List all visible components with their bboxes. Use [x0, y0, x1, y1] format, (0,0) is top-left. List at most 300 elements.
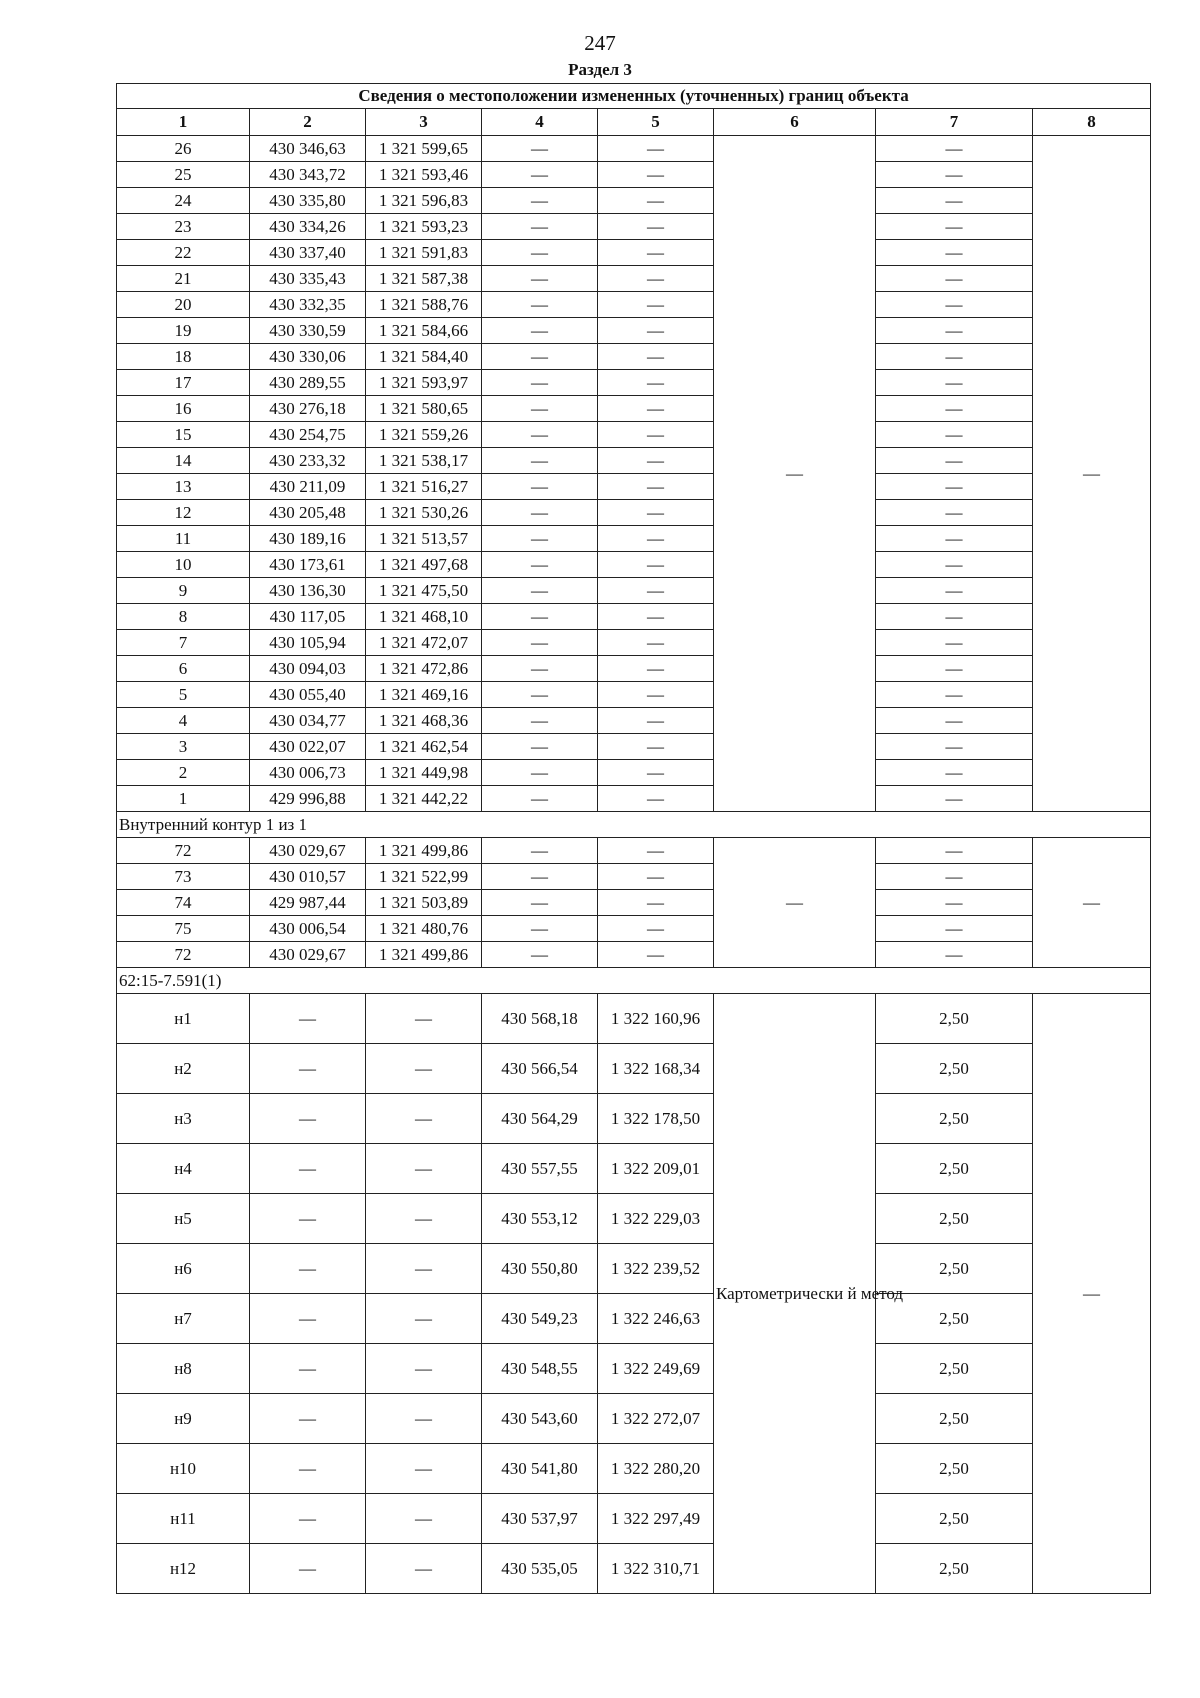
- new-x-cell: 430 550,80: [482, 1244, 598, 1294]
- point-number: н3: [117, 1094, 250, 1144]
- new-x-cell: 430 553,12: [482, 1194, 598, 1244]
- column-number: 8: [1033, 109, 1151, 136]
- old-x-cell: 430 335,43: [250, 266, 366, 292]
- column-number: 5: [598, 109, 714, 136]
- accuracy-cell: —: [876, 916, 1033, 942]
- old-y-cell: —: [366, 1244, 482, 1294]
- accuracy-cell: —: [876, 318, 1033, 344]
- old-y-cell: —: [366, 1194, 482, 1244]
- old-y-cell: 1 321 475,50: [366, 578, 482, 604]
- old-y-cell: —: [366, 1444, 482, 1494]
- old-x-cell: 430 346,63: [250, 136, 366, 162]
- new-x-cell: —: [482, 630, 598, 656]
- old-y-cell: 1 321 593,23: [366, 214, 482, 240]
- old-x-cell: 430 034,77: [250, 708, 366, 734]
- table-row: [117, 1294, 1151, 1344]
- section-title: Раздел 3: [568, 60, 632, 79]
- old-y-cell: —: [366, 1344, 482, 1394]
- point-number: 73: [117, 864, 250, 890]
- table-row: [117, 448, 1151, 474]
- old-y-cell: 1 321 449,98: [366, 760, 482, 786]
- point-number: 15: [117, 422, 250, 448]
- old-y-cell: 1 321 516,27: [366, 474, 482, 500]
- new-y-cell: —: [598, 890, 714, 916]
- new-x-cell: 430 543,60: [482, 1394, 598, 1444]
- point-number: 8: [117, 604, 250, 630]
- old-y-cell: 1 321 472,07: [366, 630, 482, 656]
- new-x-cell: —: [482, 188, 598, 214]
- point-number: 2: [117, 760, 250, 786]
- point-number: н5: [117, 1194, 250, 1244]
- column-number: 2: [250, 109, 366, 136]
- old-y-cell: 1 321 499,86: [366, 942, 482, 968]
- table-row: [117, 890, 1151, 916]
- new-y-cell: —: [598, 370, 714, 396]
- new-y-cell: —: [598, 396, 714, 422]
- old-x-cell: —: [250, 1444, 366, 1494]
- column-number: 4: [482, 109, 598, 136]
- table-row: [117, 1244, 1151, 1294]
- old-x-cell: —: [250, 1194, 366, 1244]
- accuracy-cell: —: [876, 760, 1033, 786]
- column-number: 7: [876, 109, 1033, 136]
- accuracy-cell: 2,50: [876, 1344, 1033, 1394]
- table-row: [117, 136, 1151, 162]
- old-y-cell: 1 321 584,40: [366, 344, 482, 370]
- point-number: 72: [117, 942, 250, 968]
- new-y-cell: —: [598, 448, 714, 474]
- old-y-cell: 1 321 559,26: [366, 422, 482, 448]
- table-row: [117, 370, 1151, 396]
- new-y-cell: —: [598, 942, 714, 968]
- table-row: [117, 786, 1151, 812]
- new-y-cell: 1 322 297,49: [598, 1494, 714, 1544]
- old-y-cell: 1 321 593,46: [366, 162, 482, 188]
- new-y-cell: —: [598, 526, 714, 552]
- old-x-cell: —: [250, 1094, 366, 1144]
- new-y-cell: —: [598, 630, 714, 656]
- old-y-cell: 1 321 469,16: [366, 682, 482, 708]
- table-row: [117, 1394, 1151, 1444]
- accuracy-cell: —: [876, 942, 1033, 968]
- new-y-cell: —: [598, 214, 714, 240]
- new-x-cell: —: [482, 422, 598, 448]
- new-x-cell: —: [482, 838, 598, 864]
- boundary-coordinates-table: [116, 83, 1151, 1594]
- new-x-cell: —: [482, 864, 598, 890]
- accuracy-cell: —: [876, 396, 1033, 422]
- table-row: [117, 240, 1151, 266]
- old-y-cell: —: [366, 1294, 482, 1344]
- new-y-cell: —: [598, 552, 714, 578]
- old-y-cell: 1 321 468,10: [366, 604, 482, 630]
- accuracy-cell: 2,50: [876, 1244, 1033, 1294]
- old-x-cell: 430 330,06: [250, 344, 366, 370]
- point-number: 74: [117, 890, 250, 916]
- old-y-cell: 1 321 587,38: [366, 266, 482, 292]
- accuracy-cell: 2,50: [876, 1144, 1033, 1194]
- table-row: [117, 1444, 1151, 1494]
- table-row: [117, 734, 1151, 760]
- old-y-cell: 1 321 480,76: [366, 916, 482, 942]
- old-x-cell: 430 233,32: [250, 448, 366, 474]
- new-x-cell: —: [482, 396, 598, 422]
- old-x-cell: 430 006,54: [250, 916, 366, 942]
- table-row: [117, 1094, 1151, 1144]
- new-x-cell: —: [482, 942, 598, 968]
- accuracy-cell: —: [876, 838, 1033, 864]
- old-x-cell: 430 105,94: [250, 630, 366, 656]
- table-row: [117, 916, 1151, 942]
- accuracy-cell: —: [876, 422, 1033, 448]
- new-y-cell: —: [598, 656, 714, 682]
- accuracy-cell: 2,50: [876, 1394, 1033, 1444]
- new-x-cell: 430 566,54: [482, 1044, 598, 1094]
- new-y-cell: 1 322 280,20: [598, 1444, 714, 1494]
- new-y-cell: —: [598, 786, 714, 812]
- old-y-cell: —: [366, 1094, 482, 1144]
- point-number: 3: [117, 734, 250, 760]
- new-y-cell: —: [598, 136, 714, 162]
- column-number: 6: [714, 109, 876, 136]
- new-x-cell: —: [482, 604, 598, 630]
- old-x-cell: 430 094,03: [250, 656, 366, 682]
- old-x-cell: 430 117,05: [250, 604, 366, 630]
- accuracy-cell: 2,50: [876, 1094, 1033, 1144]
- new-x-cell: —: [482, 916, 598, 942]
- accuracy-cell: —: [876, 266, 1033, 292]
- new-x-cell: —: [482, 760, 598, 786]
- accuracy-cell: —: [876, 136, 1033, 162]
- accuracy-cell: —: [876, 188, 1033, 214]
- accuracy-cell: 2,50: [876, 994, 1033, 1044]
- new-y-cell: —: [598, 760, 714, 786]
- old-x-cell: 430 010,57: [250, 864, 366, 890]
- table-row: [117, 474, 1151, 500]
- old-x-cell: 430 334,26: [250, 214, 366, 240]
- point-number: н7: [117, 1294, 250, 1344]
- accuracy-cell: —: [876, 864, 1033, 890]
- table-row: [117, 214, 1151, 240]
- table-caption: Сведения о местоположении измененных (уточненных) границ объекта: [117, 84, 1151, 109]
- new-x-cell: 430 548,55: [482, 1344, 598, 1394]
- new-y-cell: 1 322 239,52: [598, 1244, 714, 1294]
- point-number: 9: [117, 578, 250, 604]
- new-y-cell: —: [598, 864, 714, 890]
- new-x-cell: —: [482, 240, 598, 266]
- new-x-cell: 430 564,29: [482, 1094, 598, 1144]
- old-x-cell: —: [250, 1544, 366, 1594]
- new-y-cell: —: [598, 734, 714, 760]
- new-x-cell: —: [482, 682, 598, 708]
- column-number: 3: [366, 109, 482, 136]
- old-x-cell: 430 205,48: [250, 500, 366, 526]
- accuracy-cell: —: [876, 500, 1033, 526]
- old-x-cell: 430 332,35: [250, 292, 366, 318]
- new-y-cell: —: [598, 708, 714, 734]
- point-number: 6: [117, 656, 250, 682]
- table-row: [117, 266, 1151, 292]
- old-x-cell: 430 211,09: [250, 474, 366, 500]
- parcel-label-row: [117, 968, 1151, 994]
- old-y-cell: —: [366, 1494, 482, 1544]
- new-y-cell: —: [598, 188, 714, 214]
- old-y-cell: —: [366, 1144, 482, 1194]
- old-x-cell: 430 276,18: [250, 396, 366, 422]
- accuracy-cell: —: [876, 890, 1033, 916]
- new-x-cell: 430 535,05: [482, 1544, 598, 1594]
- table-row: [117, 500, 1151, 526]
- new-x-cell: —: [482, 786, 598, 812]
- old-x-cell: —: [250, 1044, 366, 1094]
- table-row: [117, 1194, 1151, 1244]
- new-y-cell: —: [598, 344, 714, 370]
- accuracy-cell: —: [876, 240, 1033, 266]
- table-row: [117, 292, 1151, 318]
- accuracy-cell: —: [876, 630, 1033, 656]
- new-x-cell: —: [482, 448, 598, 474]
- inner-contour-label-row: [117, 812, 1151, 838]
- old-y-cell: 1 321 472,86: [366, 656, 482, 682]
- column-number-row: [117, 109, 1151, 136]
- new-y-cell: 1 322 209,01: [598, 1144, 714, 1194]
- table-row: [117, 682, 1151, 708]
- table-row: [117, 656, 1151, 682]
- new-x-cell: —: [482, 214, 598, 240]
- new-y-cell: —: [598, 604, 714, 630]
- old-x-cell: —: [250, 994, 366, 1044]
- old-x-cell: 429 996,88: [250, 786, 366, 812]
- table-row: [117, 760, 1151, 786]
- accuracy-cell: 2,50: [876, 1294, 1033, 1344]
- accuracy-cell: —: [876, 656, 1033, 682]
- new-y-cell: —: [598, 500, 714, 526]
- point-number: н10: [117, 1444, 250, 1494]
- table-row: [117, 1044, 1151, 1094]
- table-row: [117, 578, 1151, 604]
- new-y-cell: 1 322 178,50: [598, 1094, 714, 1144]
- old-y-cell: 1 321 513,57: [366, 526, 482, 552]
- point-number: н8: [117, 1344, 250, 1394]
- accuracy-cell: —: [876, 526, 1033, 552]
- point-number: 10: [117, 552, 250, 578]
- new-y-cell: —: [598, 474, 714, 500]
- new-y-cell: —: [598, 682, 714, 708]
- accuracy-cell: 2,50: [876, 1544, 1033, 1594]
- accuracy-cell: —: [876, 344, 1033, 370]
- description-cell: —: [1033, 994, 1151, 1594]
- old-y-cell: 1 321 442,22: [366, 786, 482, 812]
- old-x-cell: 430 136,30: [250, 578, 366, 604]
- accuracy-cell: —: [876, 708, 1033, 734]
- point-number: н11: [117, 1494, 250, 1544]
- old-x-cell: —: [250, 1494, 366, 1544]
- table-row: [117, 188, 1151, 214]
- new-x-cell: —: [482, 708, 598, 734]
- new-x-cell: —: [482, 500, 598, 526]
- table-row: [117, 604, 1151, 630]
- new-x-cell: —: [482, 292, 598, 318]
- accuracy-cell: —: [876, 292, 1033, 318]
- point-number: н4: [117, 1144, 250, 1194]
- table-row: [117, 552, 1151, 578]
- accuracy-cell: —: [876, 734, 1033, 760]
- old-x-cell: —: [250, 1294, 366, 1344]
- old-y-cell: 1 321 462,54: [366, 734, 482, 760]
- point-number: 12: [117, 500, 250, 526]
- column-number: 1: [117, 109, 250, 136]
- new-x-cell: 430 568,18: [482, 994, 598, 1044]
- new-y-cell: 1 322 249,69: [598, 1344, 714, 1394]
- point-number: 11: [117, 526, 250, 552]
- description-cell: —: [1033, 838, 1151, 968]
- new-y-cell: 1 322 229,03: [598, 1194, 714, 1244]
- accuracy-cell: —: [876, 604, 1033, 630]
- old-y-cell: —: [366, 1394, 482, 1444]
- point-number: 4: [117, 708, 250, 734]
- old-x-cell: 430 254,75: [250, 422, 366, 448]
- accuracy-cell: —: [876, 786, 1033, 812]
- old-y-cell: 1 321 499,86: [366, 838, 482, 864]
- point-number: 25: [117, 162, 250, 188]
- old-y-cell: 1 321 538,17: [366, 448, 482, 474]
- point-number: н1: [117, 994, 250, 1044]
- old-y-cell: —: [366, 1544, 482, 1594]
- old-y-cell: 1 321 591,83: [366, 240, 482, 266]
- old-x-cell: 430 343,72: [250, 162, 366, 188]
- method-cell: Картометрически й метод: [714, 994, 876, 1594]
- new-x-cell: 430 537,97: [482, 1494, 598, 1544]
- point-number: н2: [117, 1044, 250, 1094]
- table-row: [117, 1494, 1151, 1544]
- table-row: [117, 994, 1151, 1044]
- point-number: 20: [117, 292, 250, 318]
- point-number: 23: [117, 214, 250, 240]
- new-x-cell: —: [482, 318, 598, 344]
- old-x-cell: —: [250, 1144, 366, 1194]
- point-number: 16: [117, 396, 250, 422]
- table-row: [117, 708, 1151, 734]
- old-x-cell: 430 173,61: [250, 552, 366, 578]
- new-y-cell: 1 322 160,96: [598, 994, 714, 1044]
- new-y-cell: 1 322 168,34: [598, 1044, 714, 1094]
- new-y-cell: —: [598, 916, 714, 942]
- point-number: 26: [117, 136, 250, 162]
- new-x-cell: —: [482, 370, 598, 396]
- old-y-cell: 1 321 522,99: [366, 864, 482, 890]
- point-number: н12: [117, 1544, 250, 1594]
- point-number: 13: [117, 474, 250, 500]
- new-y-cell: 1 322 272,07: [598, 1394, 714, 1444]
- point-number: 72: [117, 838, 250, 864]
- accuracy-cell: —: [876, 370, 1033, 396]
- parcel-label: 62:15-7.591(1): [117, 968, 1151, 994]
- old-y-cell: 1 321 599,65: [366, 136, 482, 162]
- new-x-cell: —: [482, 890, 598, 916]
- table-row: [117, 526, 1151, 552]
- table-row: [117, 1144, 1151, 1194]
- accuracy-cell: —: [876, 552, 1033, 578]
- new-x-cell: 430 541,80: [482, 1444, 598, 1494]
- point-number: 17: [117, 370, 250, 396]
- new-y-cell: —: [598, 292, 714, 318]
- table-row: [117, 422, 1151, 448]
- point-number: 24: [117, 188, 250, 214]
- new-x-cell: —: [482, 552, 598, 578]
- old-x-cell: 430 006,73: [250, 760, 366, 786]
- new-x-cell: —: [482, 136, 598, 162]
- table-row: [117, 864, 1151, 890]
- old-x-cell: —: [250, 1244, 366, 1294]
- accuracy-cell: 2,50: [876, 1444, 1033, 1494]
- old-y-cell: 1 321 580,65: [366, 396, 482, 422]
- new-x-cell: —: [482, 578, 598, 604]
- new-y-cell: —: [598, 162, 714, 188]
- table-row: [117, 1344, 1151, 1394]
- table-row: [117, 344, 1151, 370]
- new-y-cell: —: [598, 422, 714, 448]
- old-y-cell: 1 321 530,26: [366, 500, 482, 526]
- page-number: 247: [584, 31, 616, 55]
- new-y-cell: —: [598, 240, 714, 266]
- point-number: 75: [117, 916, 250, 942]
- method-cell: —: [714, 136, 876, 812]
- table-row: [117, 630, 1151, 656]
- old-y-cell: 1 321 593,97: [366, 370, 482, 396]
- description-cell: —: [1033, 136, 1151, 812]
- old-x-cell: —: [250, 1394, 366, 1444]
- point-number: 14: [117, 448, 250, 474]
- accuracy-cell: 2,50: [876, 1494, 1033, 1544]
- old-x-cell: 429 987,44: [250, 890, 366, 916]
- old-y-cell: 1 321 503,89: [366, 890, 482, 916]
- table-row: [117, 1544, 1151, 1594]
- new-x-cell: 430 549,23: [482, 1294, 598, 1344]
- old-y-cell: 1 321 468,36: [366, 708, 482, 734]
- new-x-cell: —: [482, 474, 598, 500]
- new-y-cell: —: [598, 578, 714, 604]
- old-y-cell: 1 321 588,76: [366, 292, 482, 318]
- old-x-cell: 430 335,80: [250, 188, 366, 214]
- point-number: 7: [117, 630, 250, 656]
- table-row: [117, 838, 1151, 864]
- old-x-cell: —: [250, 1344, 366, 1394]
- accuracy-cell: —: [876, 162, 1033, 188]
- accuracy-cell: —: [876, 578, 1033, 604]
- new-y-cell: 1 322 246,63: [598, 1294, 714, 1344]
- point-number: 21: [117, 266, 250, 292]
- table-row: [117, 162, 1151, 188]
- old-y-cell: —: [366, 994, 482, 1044]
- accuracy-cell: —: [876, 682, 1033, 708]
- old-x-cell: 430 337,40: [250, 240, 366, 266]
- old-x-cell: 430 055,40: [250, 682, 366, 708]
- old-y-cell: 1 321 584,66: [366, 318, 482, 344]
- point-number: 22: [117, 240, 250, 266]
- new-y-cell: —: [598, 838, 714, 864]
- old-x-cell: 430 289,55: [250, 370, 366, 396]
- new-x-cell: —: [482, 266, 598, 292]
- old-x-cell: 430 189,16: [250, 526, 366, 552]
- point-number: 18: [117, 344, 250, 370]
- old-x-cell: 430 330,59: [250, 318, 366, 344]
- accuracy-cell: —: [876, 448, 1033, 474]
- accuracy-cell: 2,50: [876, 1194, 1033, 1244]
- new-x-cell: —: [482, 734, 598, 760]
- new-x-cell: —: [482, 344, 598, 370]
- old-y-cell: 1 321 596,83: [366, 188, 482, 214]
- old-y-cell: —: [366, 1044, 482, 1094]
